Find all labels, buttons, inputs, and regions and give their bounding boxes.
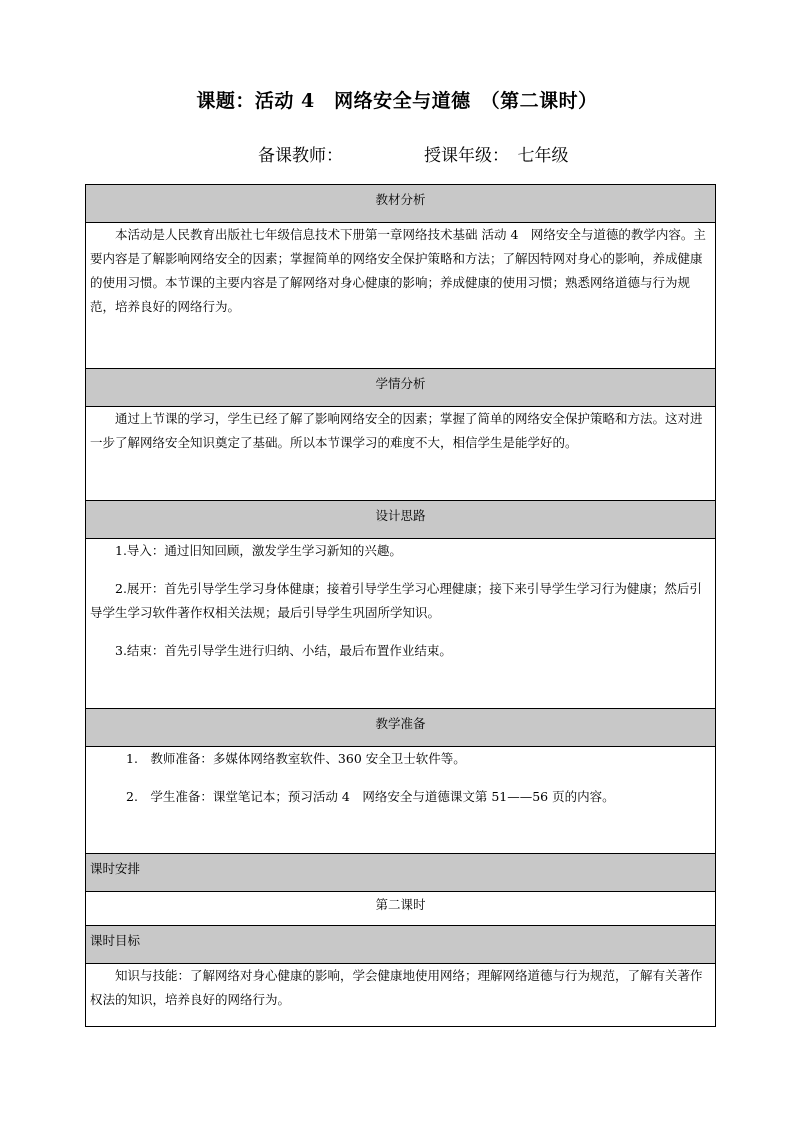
design-header: 设计思路 (86, 501, 716, 539)
design-item: 3.结束：首先引导学生进行归纳、小结，最后布置作业结束。 (115, 643, 452, 658)
preparation-item: 2. 学生准备：课堂笔记本；预习活动 4 网络安全与道德课文第 51——56 页的内容。 (126, 789, 615, 804)
preparation-header-row (86, 709, 716, 747)
preparation-body-row (86, 747, 716, 854)
lesson-plan-table (85, 184, 716, 1027)
students-header-row (86, 369, 716, 407)
materials-text: 本活动是人民教育出版社七年级信息技术下册第一章网络技术基础 活动 4 网络安全与道德的教学内容。主要内容是了解影响网络安全的因素；掌握简单的网络安全保护策略和方法；了解因特网对身心的影响，养成健康的使用习惯。本节课的主要内容是了解网络对身心健康的影响；养成健康的使用习惯；熟悉网络道德与行为规范，培养良好的网络行为。 (90, 227, 706, 314)
objectives-header-row (86, 926, 716, 964)
design-header-row (86, 501, 716, 539)
design-body (86, 539, 716, 709)
students-text: 通过上节课的学习，学生已经了解了影响网络安全的因素；掌握了简单的网络安全保护策略和方法。这对进一步了解网络安全知识奠定了基础。所以本节课学习的难度不大，相信学生是能学好的。 (90, 411, 703, 450)
page-title: 课题：活动 4 网络安全与道德 （第二课时） (196, 90, 598, 112)
design-item: 2.展开：首先引导学生学习身体健康；接着引导学生学习心理健康；接下来引导学生学习行为健康；然后引导学生学习软件著作权相关法规；最后引导学生巩固所学知识。 (90, 581, 702, 620)
teacher-label: 备课教师： (258, 146, 343, 166)
preparation-header: 教学准备 (86, 709, 716, 747)
students-body (86, 407, 716, 501)
objectives-text: 知识与技能：了解网络对身心健康的影响，学会健康地使用网络；理解网络道德与行为规范，了解有关著作权法的知识，培养良好的网络行为。 (90, 968, 703, 1007)
preparation-item: 1. 教师准备：多媒体网络教室软件、360 安全卫士软件等。 (126, 751, 466, 766)
students-body-row (86, 407, 716, 501)
preparation-body (86, 747, 716, 854)
design-body-row (86, 539, 716, 709)
schedule-header-row (86, 854, 716, 892)
schedule-body-row (86, 892, 716, 926)
schedule-body: 第二课时 (86, 892, 716, 926)
grade-label: 授课年级： 七年级 (424, 146, 569, 166)
objectives-body-row (86, 964, 716, 1027)
materials-header-row (86, 185, 716, 223)
students-header: 学情分析 (86, 369, 716, 407)
materials-header: 教材分析 (86, 185, 716, 223)
objectives-body (86, 964, 716, 1027)
schedule-header: 课时安排 (86, 854, 716, 892)
materials-body (86, 223, 716, 369)
materials-body-row (86, 223, 716, 369)
objectives-header: 课时目标 (86, 926, 716, 964)
design-item: 1.导入：通过旧知回顾，激发学生学习新知的兴趣。 (115, 543, 402, 558)
